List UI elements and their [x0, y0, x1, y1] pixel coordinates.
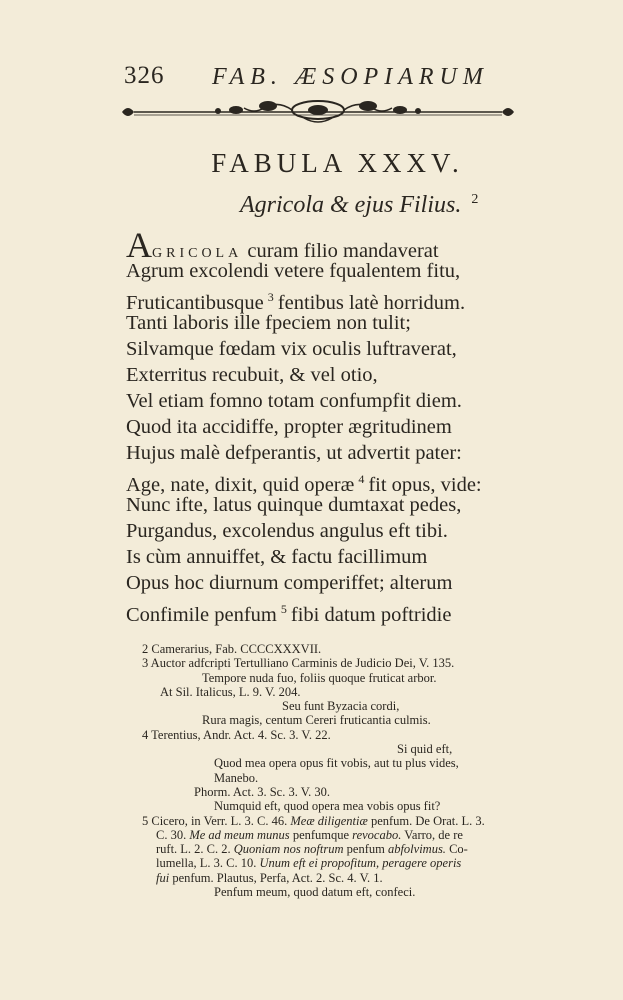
footnote-line: At Sil. Italicus, L. 9. V. 204.	[160, 684, 301, 699]
footnote-line: ruft. L. 2. C. 2. Quoniam nos noftrum penfum abfolvimus. Co-	[156, 842, 468, 857]
ornament-icon	[118, 96, 518, 128]
running-title: FAB. ÆSOPIARUM	[212, 64, 489, 90]
verse-line-3: Fruticantibusque $^3$ fentibus latè horridum.	[126, 290, 466, 314]
verse-line-12: Purgandus, excolendus angulus eft tibi.	[126, 520, 448, 542]
footnote-line: 2 Camerarius, Fab. CCCCXXXVII.	[142, 642, 322, 656]
footnote-line: C. 30. Me ad meum munus penfumque revocabo. Varro, de re	[156, 827, 463, 842]
verse-line-4: Tanti laboris ille fpeciem non tulit;	[126, 312, 411, 334]
footnote-line: lumella, L. 3. C. 10. Unum eft ei propofitum, peragere operis	[156, 856, 462, 871]
verse-line-11: Nunc ifte, latus quinque dumtaxat pedes,	[126, 494, 462, 516]
verse-line-13: Is cùm annuiffet, & factu facillimum	[126, 546, 428, 568]
poem	[126, 225, 566, 626]
verse-line-14: Opus hoc diurnum comperiffet; alterum	[126, 572, 453, 594]
first-word: GRICOLA	[152, 246, 243, 261]
verse-line-10: Age, nate, dixit, quid operæ $^4$ fit opus, vide:	[126, 472, 482, 496]
page-number: 326	[124, 62, 165, 89]
footnote-line: fui penfum. Plautus, Perfa, Act. 2. Sc. 4. V. 1.	[156, 870, 383, 885]
verse-line-5: Silvamque fœdam vix oculis luftraverat,	[126, 338, 457, 360]
verse-line-7: Vel etiam fomno totam confumpfit diem.	[126, 390, 462, 412]
page-header	[124, 62, 524, 96]
footnote-line: Rura magis, centum Cereri fruticantia culmis.	[202, 713, 431, 728]
footnote-line: Numquid eft, quod opera mea vobis opus fit?	[214, 799, 441, 814]
footnote-line: Tempore nuda fuo, foliis quoque fruticat arbor.	[202, 670, 437, 685]
footnote-line: Manebo.	[214, 770, 259, 785]
verse-line-9: Hujus malè defperantis, ut advertit pater:	[126, 442, 462, 464]
subtitle-text: Agricola & ejus Filius.	[240, 192, 462, 218]
verse-line-2: Agrum excolendi vetere fqualentem fitu,	[126, 260, 461, 282]
footnote-ref: 3	[267, 290, 274, 304]
verse-line-6: Exterritus recubuit, & vel otio,	[126, 364, 378, 386]
footnote-line: Phorm. Act. 3. Sc. 3. V. 30.	[194, 784, 331, 799]
footnote-line: 3 Auctor adfcripti Tertulliano Carminis de Judicio Dei, V. 135.	[142, 656, 455, 671]
footnotes	[142, 642, 604, 899]
verse-line-8: Quod ita accidiffe, propter ægritudinem	[126, 416, 452, 438]
verse-line-15: Confimile penfum $^5$ fibi datum poftridie	[126, 602, 452, 626]
footnote-line: 4 Terentius, Andr. Act. 4. Sc. 3. V. 22.	[142, 727, 331, 742]
drop-cap: A	[126, 225, 152, 265]
footnote-ref: 5	[280, 602, 287, 616]
footnote-line: Quod mea opera opus fit vobis, aut tu plus vides,	[214, 756, 459, 771]
verse-line-1: AGRICOLA curam filio mandaverat	[126, 225, 439, 265]
footnote-line: 5 Cicero, in Verr. L. 3. C. 46. Meæ diligentiæ penfum. De Orat. L. 3.	[142, 813, 485, 828]
fable-subtitle	[240, 192, 478, 219]
footnote-line: Penfum meum, quod datum eft, confeci.	[214, 885, 416, 900]
footnote-line: Si quid eft,	[397, 742, 453, 757]
fable-title: FABULA XXXV.	[211, 148, 464, 178]
subtitle-note-ref: 2	[471, 192, 479, 207]
footnote-ref: 4	[358, 472, 365, 486]
footnote-line: Seu funt Byzacia cordi,	[282, 699, 400, 714]
